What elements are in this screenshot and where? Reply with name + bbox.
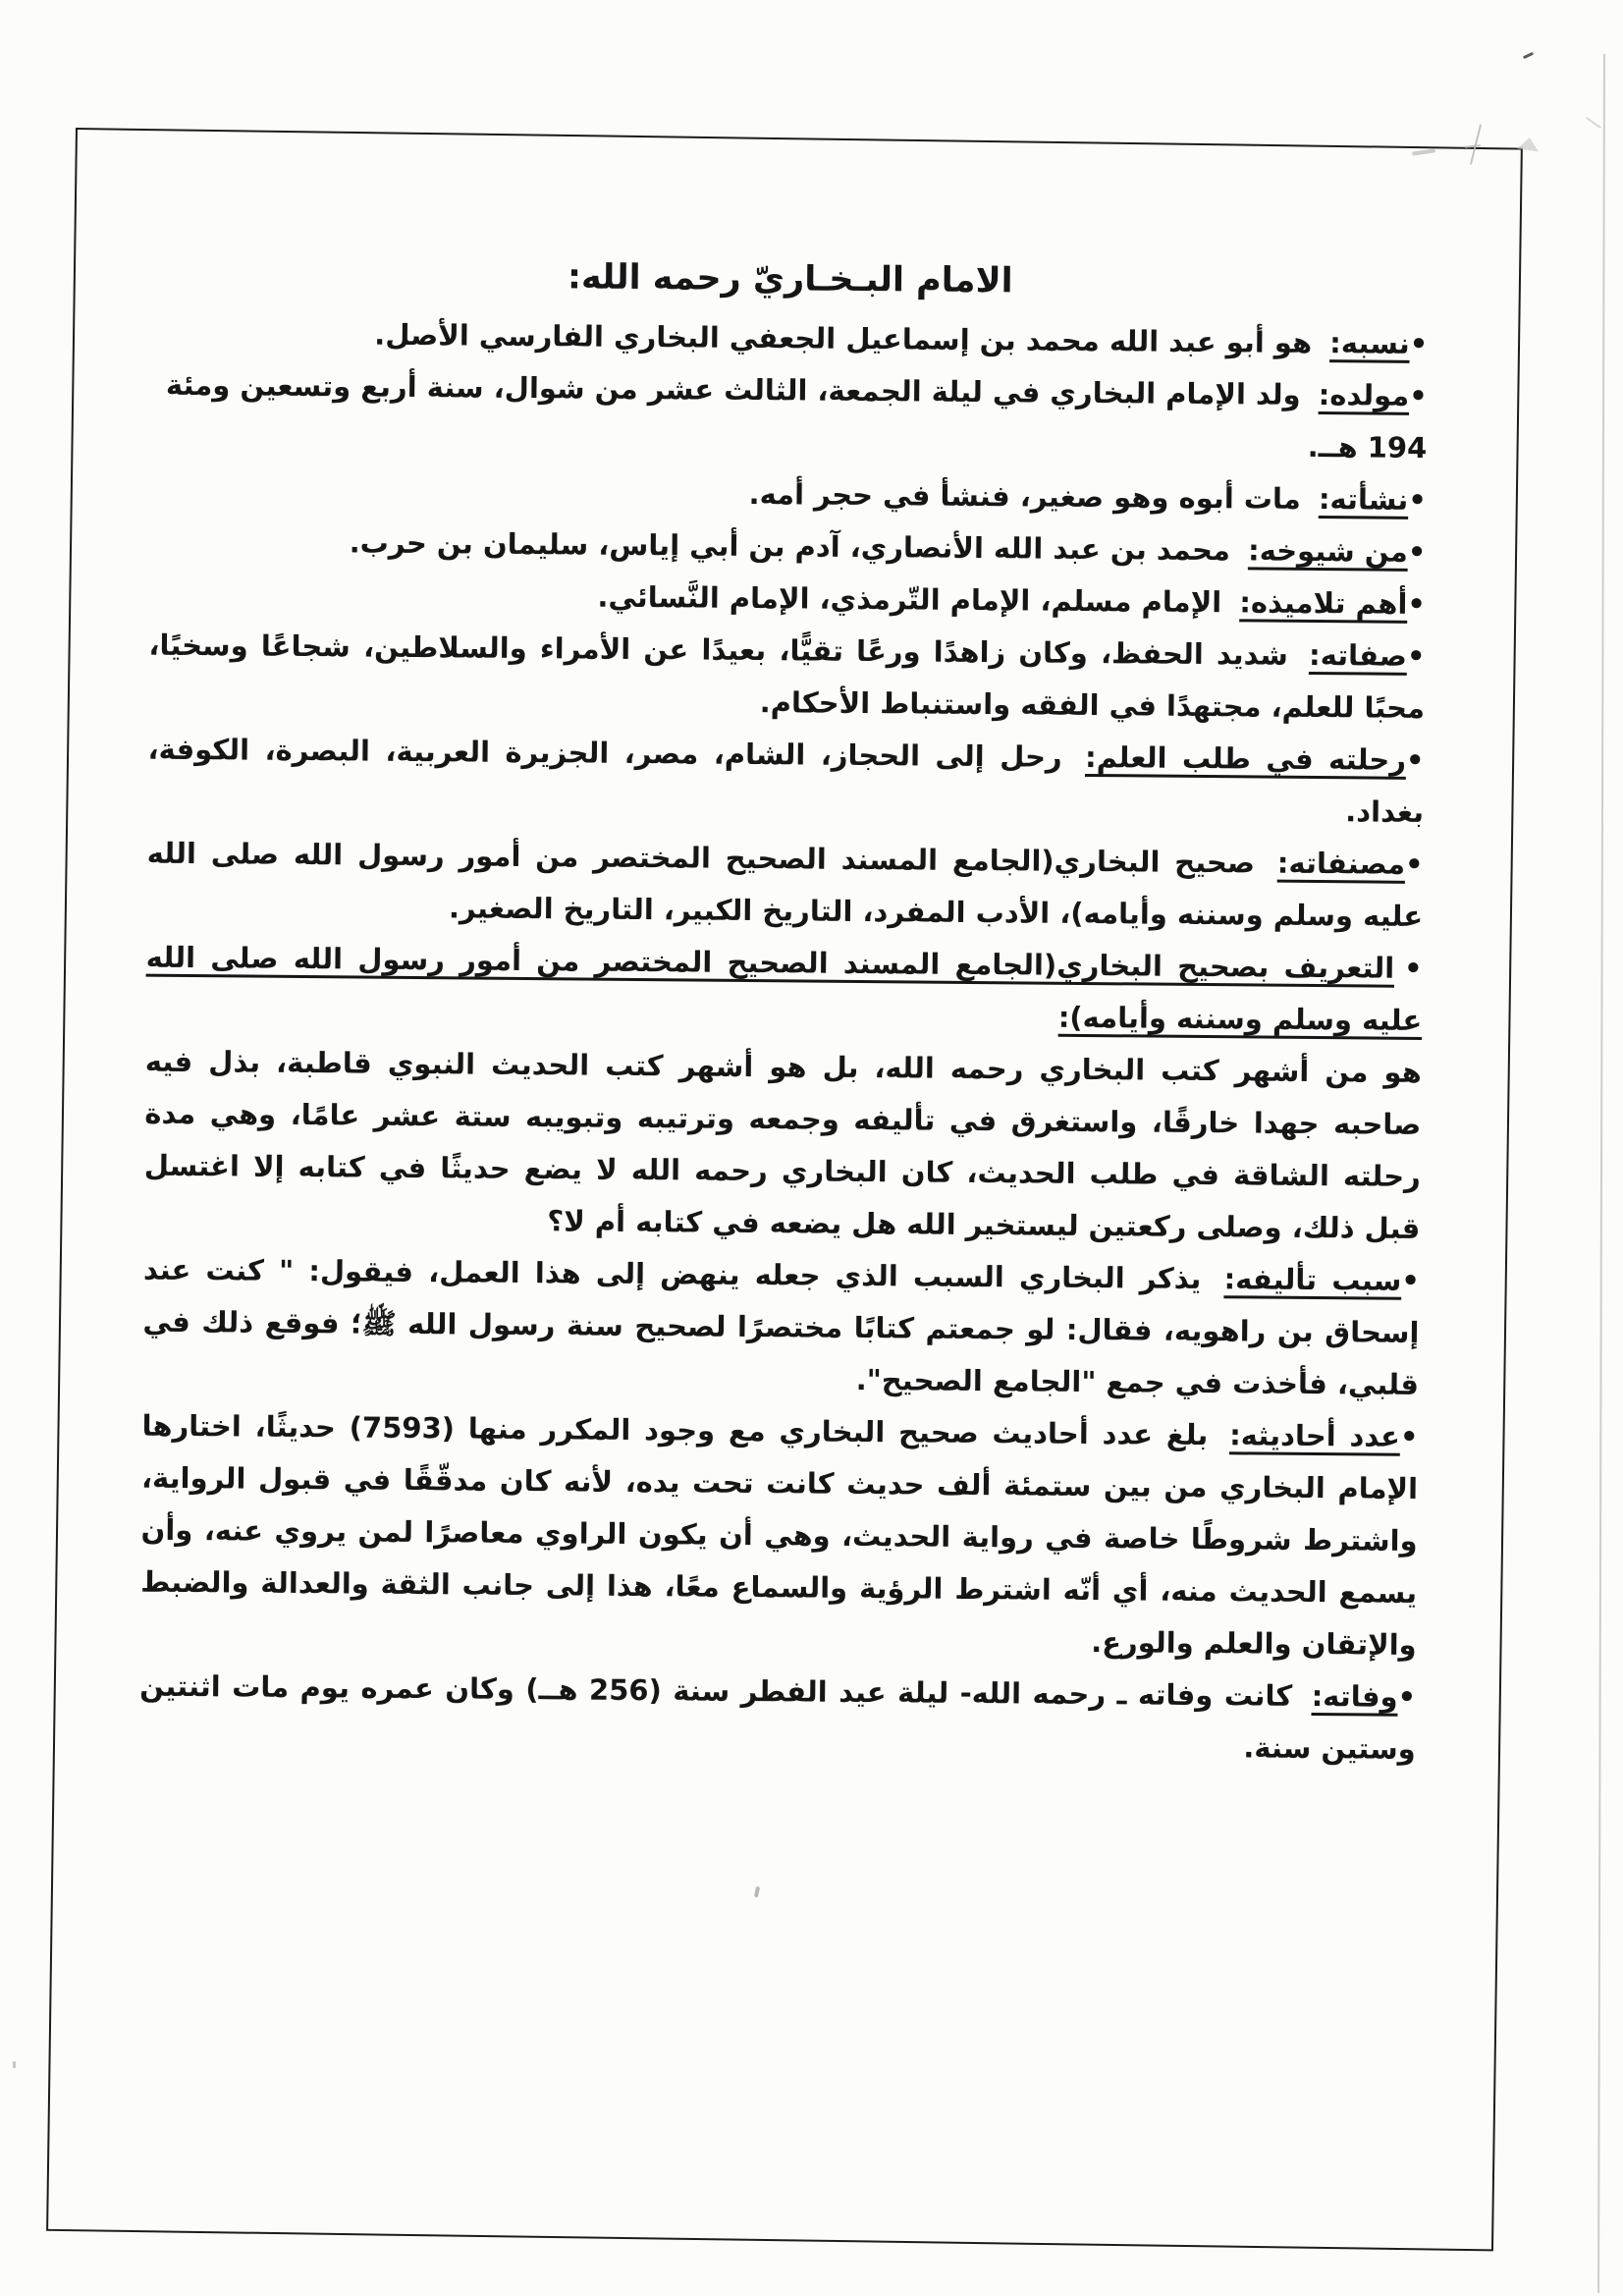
item-text: ولد الإمام البخاري في ليلة الجمعة، الثالث عشر من شوال، سنة أربع وتسعين ومئة <box>165 367 1301 411</box>
item-label: نشأته: <box>1318 482 1409 517</box>
item-text: مات أبوه وهو صغير، فنشأ في حجر أمه. <box>748 476 1301 516</box>
item-text: رحل إلى الحجاز، الشام، مصر، الجزيرة العربية، البصرة، الكوفة، بغداد. <box>147 732 1425 829</box>
bullet-icon: • <box>1405 742 1425 777</box>
item-label: مولده: <box>1318 378 1410 412</box>
item-label: مصنفاته: <box>1276 846 1406 881</box>
item-hadith-count <box>139 1400 1418 1671</box>
item-label: أهم تلاميذه: <box>1239 585 1408 621</box>
item-label: من شيوخه: <box>1247 533 1408 569</box>
heading-sahih-definition <box>145 932 1423 1047</box>
item-death <box>139 1661 1417 1776</box>
item-text-year: 194 هــ. <box>1307 429 1428 465</box>
bullet-icon: • <box>1409 378 1428 412</box>
bullet-icon: • <box>1407 586 1427 621</box>
item-attributes <box>148 620 1426 735</box>
bullet-icon: • <box>1399 1419 1419 1453</box>
item-text: يذكر البخاري السبب الذي جعله ينهض إلى هذا العمل، فيقول: " كنت عند إسحاق بن راهويه، فقال: لو جمعتم كتابًا مختصرًا لصحيح سنة رسول الله ﷺ؛ فوقع ذلك في قلبي، فأخذت في جمع "الجامع الصحيح". <box>142 1252 1420 1401</box>
item-text: بلغ عدد أحاديث صحيح البخاري مع وجود المكرر منها (7593) حديثًا، اختارها الإمام البخاري من بين ستمئة ألف حديث كانت تحت يده، لأنه كان مدقّقًا في قبول الرواية، واشترط شروطًا خاصة في رواية الحديث، وهي أن يكون الراوي معاصرًا لمن يروي عنه، وأن يسمع الحديث منه، أي أنّه اشترط الرؤية والسماع معًا، هذا إلى جانب الثقة والعدالة والضبط والإتقان والعلم والورع. <box>140 1408 1419 1662</box>
bullet-icon: • <box>1407 534 1427 569</box>
scanner-edge-line <box>1597 54 1605 2293</box>
item-birth <box>150 359 1428 474</box>
bullet-icon: • <box>1406 638 1426 673</box>
pencil-mark-diagonal <box>1586 117 1601 129</box>
item-text: كانت وفاته ـ رحمه الله- ليلة عيد الفطر سنة (256 هــ) وكان عمره يوم مات اثنتين وستين سنة. <box>139 1668 1416 1766</box>
item-text: هو أبو عبد الله محمد بن إسماعيل الجعفي البخاري الفارسي الأصل. <box>374 317 1313 359</box>
bullet-icon: • <box>1397 1679 1417 1714</box>
bullet-icon: • <box>1408 482 1427 517</box>
paragraph-text: هو من أشهر كتب البخاري رحمه الله، بل هو أشهر كتب الحديث النبوي قاطبة، بذل فيه صاحبه جهدا خارقًا، واستغرق في تأليفه وجمعه وترتيبه وتبويبه ستة عشر عامًا، وهي مدة رحلته الشاقة في طلب الحديث، كان البخاري رحمه الله لا يضع حديثًا في كتابه إلا اغتسل قبل ذلك، وصلى ركعتين ليستخير الله هل يضعه في كتابه أم لا؟ <box>143 1044 1422 1245</box>
item-label: سبب تأليفه: <box>1223 1262 1402 1297</box>
pencil-mark-arrow <box>1523 52 1534 59</box>
bullet-icon: • <box>1404 847 1424 881</box>
item-text: الإمام مسلم، الإمام التّرمذي، الإمام النَّسائي. <box>597 579 1222 620</box>
item-label: عدد أحاديثه: <box>1229 1418 1401 1453</box>
item-text: شديد الحفظ، وكان زاهدًا ورعًا تقيًّا، بعيدًا عن الأمراء والسلاطين، شجاعًا وسخيًا، محبًا للعلم، مجتهدًا في الفقه واستنباط الأحكام. <box>148 628 1426 725</box>
bullet-icon: • <box>1409 326 1429 360</box>
bullet-icon: • <box>1401 1263 1421 1297</box>
item-label: صفاته: <box>1308 637 1408 673</box>
item-authoring-reason <box>142 1244 1420 1411</box>
item-label: رحلته في طلب العلم: <box>1084 739 1407 777</box>
heading-label: التعريف بصحيح البخاري(الجامع المسند الصحيح المختصر من أمور رسول الله صلى الله عليه وسلم وسننه وأيامه): <box>145 940 1423 1037</box>
bullet-icon: • <box>1403 951 1423 985</box>
item-text: محمد بن عبد الله الأنصاري، آدم بن أبي إياس، سليمان بن حرب. <box>349 525 1231 568</box>
document-content <box>139 246 1429 1776</box>
page-title: الامام البـخـاريّ رحمه الله: <box>567 257 1013 301</box>
item-text: صحيح البخاري(الجامع المسند الصحيح المختصر من أمور رسول الله صلى الله عليه وسلم وسننه وأيامه)، الأدب المفرد، التاريخ الكبير، التاريخ الصغير. <box>146 836 1424 933</box>
item-label: وفاته: <box>1311 1679 1398 1714</box>
para-sahih-description <box>143 1036 1422 1255</box>
item-works <box>146 828 1424 943</box>
margin-speck <box>13 2061 16 2068</box>
item-label: نسبه: <box>1329 326 1410 360</box>
item-knowledge-journey <box>147 724 1425 839</box>
